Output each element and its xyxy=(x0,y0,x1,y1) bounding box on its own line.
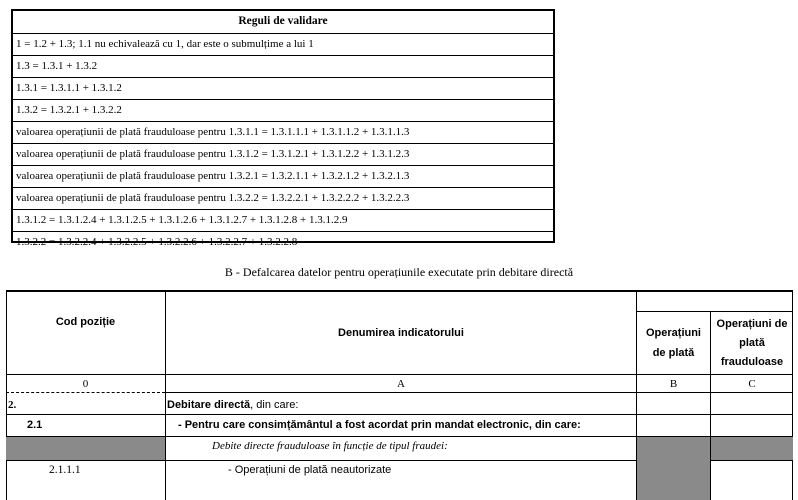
value-cell-c xyxy=(710,414,793,436)
header-denumirea-indicatorului: Denumirea indicatorului xyxy=(165,292,636,374)
rule-row: valoarea operațiunii de plată frauduloase pentru 1.3.2.2 = 1.3.2.2.1 + 1.3.2.2.2 + 1.3.2.2.3 xyxy=(13,188,553,210)
row-code: 2. xyxy=(6,392,165,414)
value-cell-b xyxy=(636,414,710,436)
validation-rules-table xyxy=(11,9,555,248)
row-label-bold: Debitare directă xyxy=(167,399,251,411)
column-letter-a: A xyxy=(165,374,636,392)
validation-rules-title: Reguli de validare xyxy=(13,11,553,34)
column-letter-b: B xyxy=(636,374,710,392)
column-letter-0: 0 xyxy=(6,374,165,392)
rule-row: 1.3.1.2 = 1.3.1.2.4 + 1.3.1.2.5 + 1.3.1.2.6 + 1.3.1.2.7 + 1.3.1.2.8 + 1.3.1.2.9 xyxy=(13,210,553,232)
column-letter-c: C xyxy=(710,374,793,392)
direct-debit-breakdown-table xyxy=(6,290,793,500)
section-b-title: B - Defalcarea datelor pentru operațiunile executate prin debitare directă xyxy=(224,265,574,279)
header-operatiuni-de-plata: Operațiuni de plată xyxy=(636,312,710,374)
rule-row: 1.3.2 = 1.3.2.1 + 1.3.2.2 xyxy=(13,100,553,122)
row-label-rest: , din care: xyxy=(250,399,299,411)
value-cell-b-shaded xyxy=(636,436,710,500)
value-cell-b xyxy=(636,392,710,414)
header-cod-pozitie: Cod poziție xyxy=(55,316,116,328)
header-operatiuni-frauduloase: Operațiuni de plată frauduloase xyxy=(710,312,793,374)
row-label: - Pentru care consimțământul a fost acordat prin mandat electronic, din care: xyxy=(165,414,636,436)
rule-row: valoarea operațiunii de plată frauduloase pentru 1.3.1.1 = 1.3.1.1.1 + 1.3.1.1.2 + 1.3.1.1.3 xyxy=(13,122,553,144)
rule-row: 1.3 = 1.3.1 + 1.3.2 xyxy=(13,56,553,78)
rule-row: 1.3.2.2 = 1.3.2.2.4 + 1.3.2.2.5 + 1.3.2.2.6 + 1.3.2.2.7 + 1.3.2.2.8 xyxy=(16,236,298,248)
row-code: 2.1 xyxy=(6,414,165,436)
row-code-shaded xyxy=(6,436,165,460)
rule-row: 1 = 1.2 + 1.3; 1.1 nu echivalează cu 1, dar este o submulțime a lui 1 xyxy=(13,34,553,56)
header-blank-top xyxy=(636,292,793,312)
row-label: Debite directe frauduloase în funcție de tipul fraudei: xyxy=(165,436,636,460)
rule-row: valoarea operațiunii de plată frauduloase pentru 1.3.2.1 = 1.3.2.1.1 + 1.3.2.1.2 + 1.3.2.1.3 xyxy=(13,166,553,188)
rule-row: 1.3.1 = 1.3.1.1 + 1.3.1.2 xyxy=(13,78,553,100)
row-label xyxy=(165,392,636,414)
value-cell-c-shaded xyxy=(710,436,793,460)
row-label: - Operațiuni de plată neautorizate xyxy=(165,460,636,500)
row-code: 2.1.1.1 xyxy=(6,460,165,500)
value-cell-c xyxy=(710,460,793,500)
rule-row: valoarea operațiunii de plată frauduloase pentru 1.3.1.2 = 1.3.1.2.1 + 1.3.1.2.2 + 1.3.1.2.3 xyxy=(13,144,553,166)
value-cell-c xyxy=(710,392,793,414)
